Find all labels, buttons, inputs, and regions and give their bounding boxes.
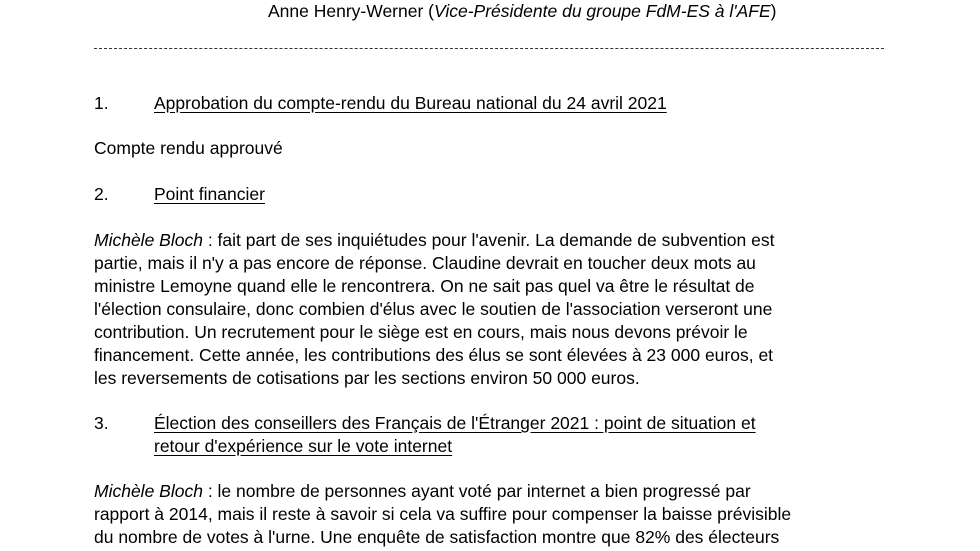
- speaker-name: Michèle Bloch: [94, 230, 203, 250]
- paragraph-text: : le nombre de personnes ayant voté par internet a bien progressé par: [202, 481, 751, 501]
- attendee-role: Vice-Présidente du groupe FdM-ES à l'AFE: [434, 1, 771, 21]
- speaker-name: Michèle Bloch: [94, 481, 203, 501]
- section-2-title: Point financier: [154, 184, 265, 204]
- section-3-number: 3.: [94, 413, 109, 433]
- section-3-paragraph-line: rapport à 2014, mais il reste à savoir si cela va suffire pour compenser la baisse prévisible: [94, 504, 792, 524]
- header-attendee: [268, 0, 776, 23]
- section-1-title: Approbation du compte-rendu du Bureau national du 24 avril 2021: [154, 93, 667, 113]
- section-3-paragraph-line: [94, 480, 751, 503]
- section-3-title-line: Élection des conseillers des Français de l'Étranger 2021 : point de situation et: [154, 413, 756, 433]
- paragraph-text: : fait part de ses inquiétudes pour l'avenir. La demande de subvention est: [202, 230, 775, 250]
- dashed-separator: [94, 48, 884, 49]
- section-2-paragraph-line: ministre Lemoyne quand elle le rencontrera. On ne sait pas quel va être le résultat de: [94, 276, 755, 296]
- section-2-paragraph-line: [94, 229, 774, 252]
- section-3-paragraph-line: du nombre de votes à l'urne. Une enquête de satisfaction montre que 82% des électeurs: [94, 527, 780, 547]
- section-2-number: 2.: [94, 184, 109, 204]
- section-1-number: 1.: [94, 93, 109, 113]
- section-2-paragraph-line: financement. Cette année, les contributions des élus se sont élevées à 23 000 euros, et: [94, 345, 774, 365]
- section-2-paragraph-line: l'élection consulaire, donc combien d'élus avec le soutien de l'association verseront une: [94, 299, 773, 319]
- attendee-name: Anne Henry-Werner: [268, 1, 424, 21]
- section-2-paragraph-line: partie, mais il n'y a pas encore de réponse. Claudine devrait en toucher deux mots au: [94, 253, 756, 273]
- section-3-title-line: retour d'expérience sur le vote internet: [154, 436, 453, 456]
- section-2-paragraph-line: contribution. Un recrutement pour le siège est en cours, mais nous devons prévoir le: [94, 322, 748, 342]
- attendee-role-close: ): [770, 1, 777, 21]
- section-2-paragraph-line: les reversements de cotisations par les sections environ 50 000 euros.: [94, 368, 640, 388]
- attendee-role-open: (: [423, 1, 434, 21]
- section-1-body: Compte rendu approuvé: [94, 138, 283, 158]
